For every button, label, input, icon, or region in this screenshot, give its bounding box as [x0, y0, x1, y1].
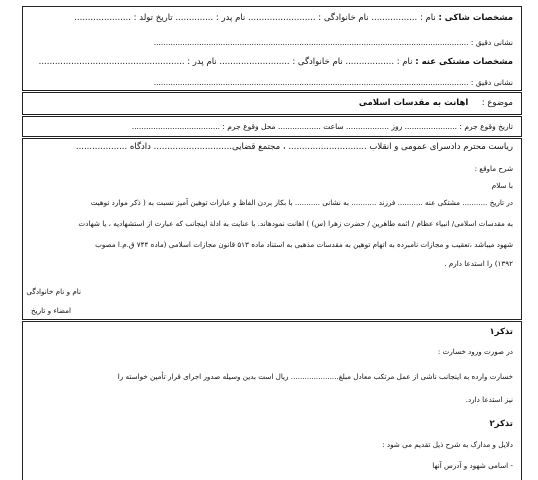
crime-date-row: تاریخ وقوع جرم : ...................... روز .................. ساعت .................. محل وقوع جرم : .....................................	[131, 122, 513, 131]
note1-title: تذکر۱	[489, 327, 513, 337]
parties-section	[22, 6, 522, 91]
note2-item1: - اسامی شهود و آدرس آنها	[432, 461, 513, 470]
body-line-1: در تاریخ ........... مشتکی عنه ........... فرزند ........... به نشانی ........... با بکار بردن الفاظ و عبارات توهین آمیز نسبت به ( ذکر موارد توهیت	[90, 198, 513, 207]
subject-label: موضوع :	[481, 98, 513, 108]
court-address-line: ریاست محترم دادسرای عمومی و انقلاب ............................. ، مجتمع قضایی............................. دادگاه ...................	[75, 142, 513, 152]
greeting: با سلام	[491, 181, 513, 190]
note1-line1: در صورت ورود خسارت :	[437, 347, 513, 356]
accused-fields: نام : .................. نام خانوادگی : .......................... نام پدر : ......................................................	[38, 57, 413, 67]
crime-date-section	[22, 116, 522, 137]
body-line-2: به مقدسات اسلامی/ انبیاء عظام / ائمه طاهرین / حضرت زهرا (س) ) اهانت نمودهاند. با عنایت به ادلة اینجانب که عبارت از استشهادیه ، یا شهادت	[78, 219, 513, 228]
signature-sign: امضاء و تاریخ	[31, 306, 71, 315]
subject-row	[31, 98, 513, 109]
accused-row	[31, 57, 513, 68]
letter-section	[22, 138, 522, 320]
complainant-fields: نام : ................. نام خانوادگی : ......................... نام پدر : .............. تاریخ تولد : .....................	[74, 13, 436, 23]
complainant-address: نشانی دقیق : ....................................................................................................................................	[153, 38, 513, 47]
notes-section	[22, 321, 522, 480]
body-line-3: شهود میباشد ،تعقیب و مجازات نامبرده به اتهام توهین به مقدسات مذهبی به استناد ماده ۵۱۳ قانون مجازات اسلامی (ماده ۷۴۴ ق.م.ا مصوب	[95, 240, 513, 249]
signature-name: نام و نام خانوادگی	[26, 287, 81, 296]
complainant-heading: مشخصات شاکی :	[438, 13, 513, 23]
note2-line1: دلایل و مدارک به شرح ذیل تقدیم می شود :	[382, 440, 513, 449]
accused-heading: مشخصات مشتکی عنه :	[415, 57, 513, 67]
description-heading: شرح ماوقع :	[474, 164, 513, 173]
note1-line3: نیز استدعا دارد.	[465, 395, 513, 404]
body-line-4: ۱۳۹۲) را استدعا دارم .	[444, 259, 513, 268]
subject-section	[22, 92, 522, 115]
accused-address: نشانی دقیق : ....................................................................................................................................	[153, 78, 513, 87]
subject-value: اهانت به مقدسات اسلامی	[358, 98, 469, 108]
complainant-row	[31, 13, 513, 24]
note2-title: تذکر۲	[489, 419, 513, 429]
note1-line2: خسارت وارده به اینجانب ناشی از عمل مرتکب معادل مبلغ..................... ریال است بدین وسیله صدور اجرای قرار تأمین خواسته را	[117, 372, 513, 381]
